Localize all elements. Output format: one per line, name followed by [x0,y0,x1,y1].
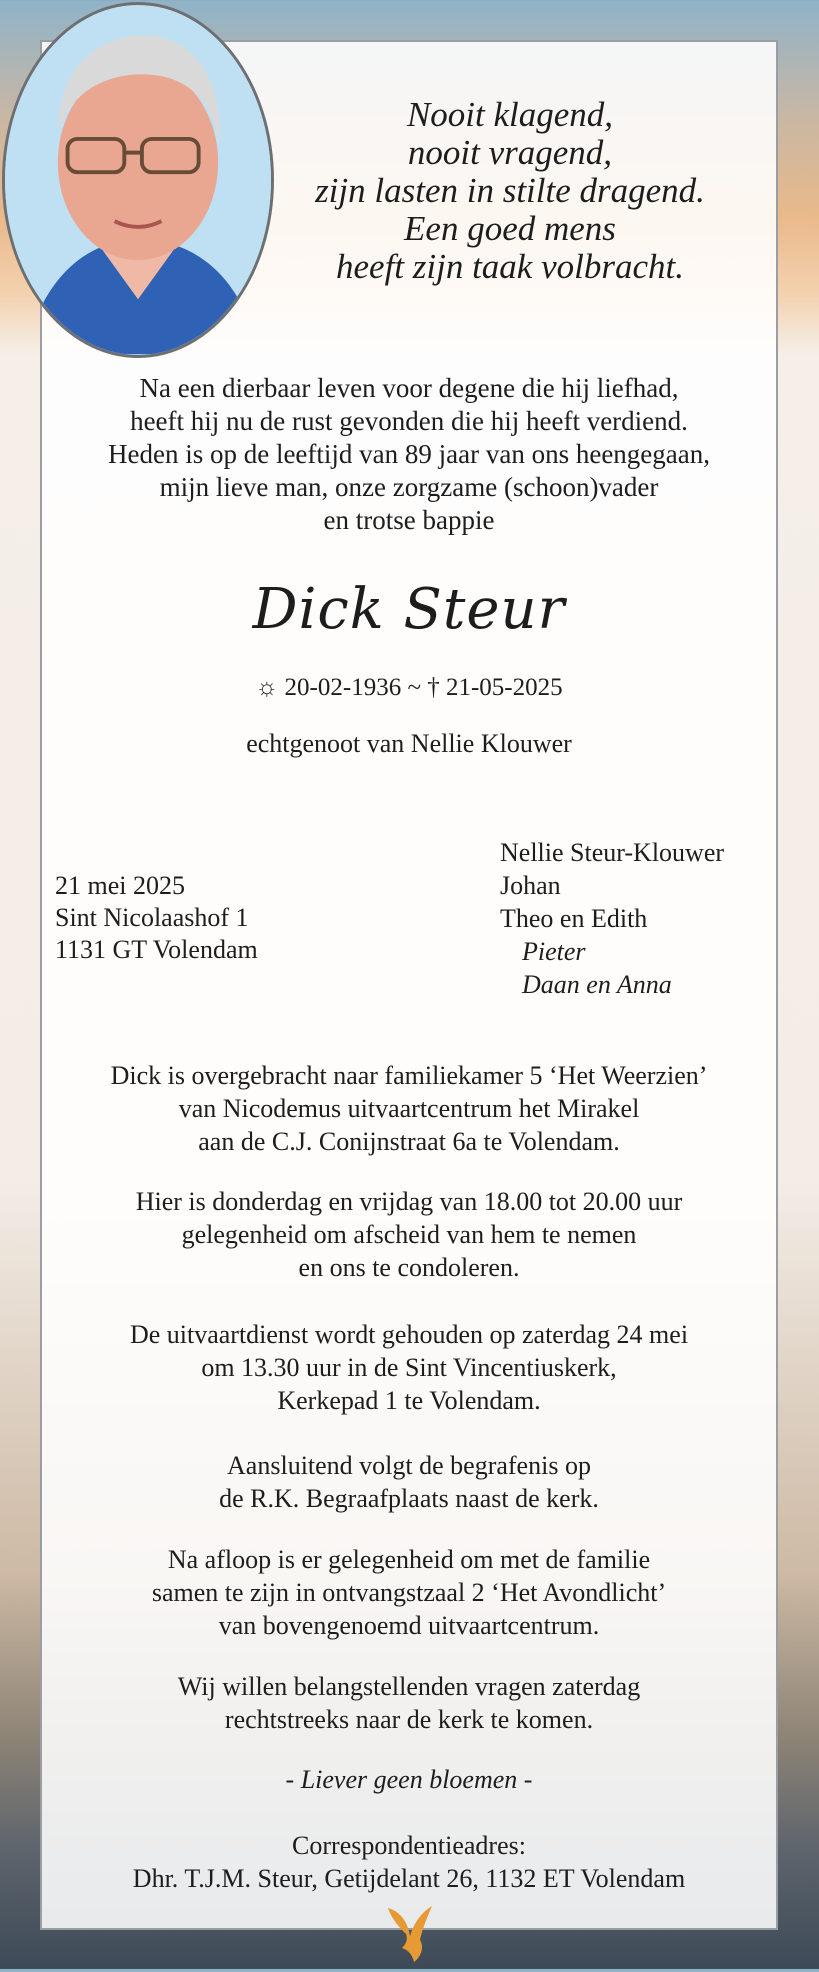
no-flowers-note: - Liever geen bloemen - [285,1765,533,1794]
paragraph-line: om 13.30 uur in de Sint Vincentiuskerk, [201,1353,617,1382]
info-paragraph [40,1059,778,1158]
paragraph-line: Dick is overgebracht naar familiekamer 5 ‘Het Weerzien’ [110,1061,708,1090]
quote-line: Nooit klagend, [406,95,614,134]
portrait-photo [2,2,274,358]
family-member: Theo en Edith [500,904,648,933]
address-line: 1131 GT Volendam [55,935,258,964]
paragraph-line: rechtstreeks naar de kerk te komen. [224,1705,594,1734]
info-paragraph [40,1185,778,1284]
deceased-name: Dick Steur [252,577,566,642]
address-block [55,870,258,966]
intro-line: Na een dierbaar leven voor degene die hij liefhad, [139,373,679,403]
paragraph-line: samen te zijn in ontvangstzaal 2 ‘Het Avondlicht’ [151,1578,667,1607]
portrait-illustration [5,5,271,355]
paragraph-line: Kerkepad 1 te Volendam. [277,1386,541,1415]
intro-line: en trotse bappie [323,505,495,535]
info-paragraph [40,1543,778,1642]
quote-line: zijn lasten in stilte dragend. [315,171,705,210]
paragraph-line: aan de C.J. Conijnstraat 6a te Volendam. [198,1127,620,1156]
paragraph-line: De uitvaartdienst wordt gehouden op zaterdag 24 mei [129,1320,689,1349]
paragraph-line: Na afloop is er gelegenheid om met de familie [167,1545,651,1574]
spouse-line: echtgenoot van Nellie Klouwer [246,729,572,758]
info-paragraph [40,1449,778,1515]
family-list [500,836,724,1001]
life-dates: ☼ 20-02-1936 ~ † 21-05-2025 [255,674,563,701]
correspondence-address [40,1829,778,1895]
paragraph-line: gelegenheid om afscheid van hem te nemen [181,1220,637,1249]
address-line: 21 mei 2025 [55,871,185,900]
paragraph-line: Wij willen belangstellenden vragen zaterdag [177,1672,641,1701]
paragraph-line: van bovengenoemd uitvaartcentrum. [218,1611,600,1640]
paragraph-line: Aansluitend volgt de begrafenis op [227,1451,591,1480]
paragraph-line: van Nicodemus uitvaartcentrum het Mirakel [178,1094,640,1123]
intro-line: mijn lieve man, onze zorgzame (schoon)vader [159,472,659,502]
family-member: Nellie Steur-Klouwer [500,838,725,867]
family-member: Johan [500,871,561,900]
memorial-quote [270,96,750,286]
intro-line: Heden is op de leeftijd van 89 jaar van ons heengegaan, [107,439,711,469]
intro-line: heeft hij nu de rust gevonden die hij heeft verdiend. [130,406,688,436]
quote-line: Een goed mens [404,209,616,248]
grandchild: Daan en Anna [522,970,672,999]
dove-icon [382,1898,436,1968]
quote-line: nooit vragend, [407,133,613,172]
info-paragraph [40,1670,778,1736]
paragraph-line: Hier is donderdag en vrijdag van 18.00 tot 20.00 uur [135,1187,683,1216]
info-paragraph [40,1318,778,1417]
intro-text [40,372,778,537]
paragraph-line: en ons te condoleren. [298,1253,520,1282]
paragraph-line: Dhr. T.J.M. Steur, Getijdelant 26, 1132 ET Volendam [132,1864,686,1893]
quote-line: heeft zijn taak volbracht. [336,247,684,286]
grandchild: Pieter [522,937,586,966]
paragraph-line: de R.K. Begraafplaats naast de kerk. [219,1484,599,1513]
paragraph-line: Correspondentieadres: [292,1831,526,1860]
address-line: Sint Nicolaashof 1 [55,903,249,932]
